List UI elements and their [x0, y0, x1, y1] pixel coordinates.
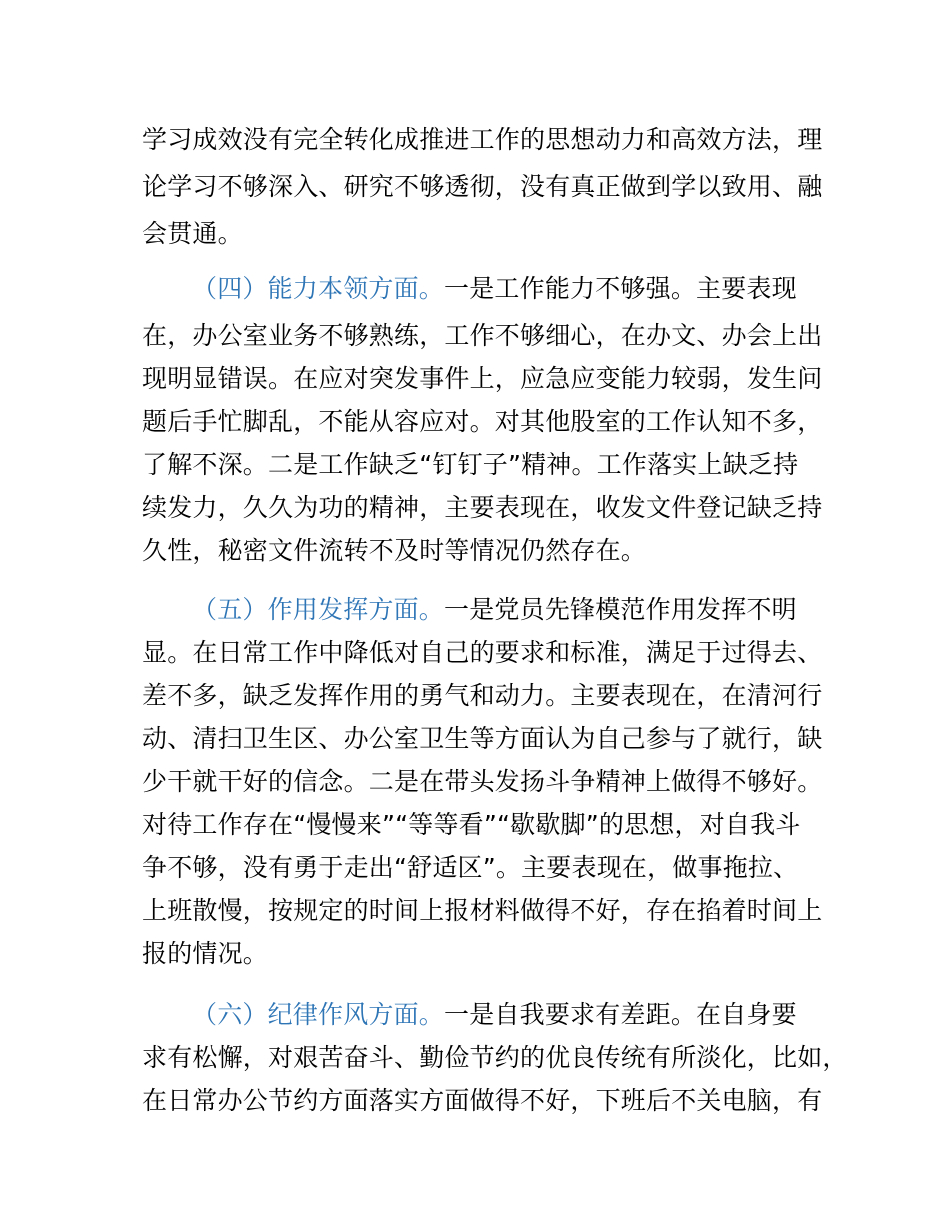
paragraph-line: 久性，秘密文件流转不及时等情况仍然存在。 — [142, 536, 647, 565]
section-6-heading: （六）纪律作风方面。 — [192, 1000, 445, 1029]
paragraph-line: 题后手忙脚乱，不能从容应对。对其他股室的工作认知不多， — [142, 407, 823, 436]
paragraph-line: 学习成效没有完全转化成推进工作的思想动力和高效方法，理 — [142, 125, 823, 154]
section-6-first-line — [192, 999, 797, 1031]
paragraph-line: 少干就干好的信念。二是在带头发扬斗争精神上做得不够好。 — [142, 767, 823, 796]
section-6-first-text: 一是自我要求有差距。在自身要 — [444, 1000, 797, 1029]
paragraph-line: 在日常办公节约方面落实方面做得不好，下班后不关电脑，有 — [142, 1086, 823, 1115]
paragraph-line: 论学习不够深入、研究不够透彻，没有真正做到学以致用、融 — [142, 172, 823, 201]
paragraph-line: 报的情况。 — [142, 939, 269, 968]
paragraph-line: 会贯通。 — [142, 219, 243, 248]
paragraph-line: 求有松懈，对艰苦奋斗、勤俭节约的优良传统有所淡化，比如， — [142, 1043, 848, 1072]
paragraph-line: 差不多，缺乏发挥作用的勇气和动力。主要表现在，在清河行 — [142, 681, 823, 710]
paragraph-line: 续发力，久久为功的精神，主要表现在，收发文件登记缺乏持 — [142, 493, 823, 522]
paragraph-line: 了解不深。二是工作缺乏“钉钉子”精神。工作落实上缺乏持 — [142, 450, 799, 479]
paragraph-line: 现明显错误。在应对突发事件上，应急应变能力较弱，发生问 — [142, 364, 823, 393]
section-5-first-text: 一是党员先锋模范作用发挥不明 — [444, 595, 797, 624]
paragraph-line: 在，办公室业务不够熟练，工作不够细心，在办文、办会上出 — [142, 321, 823, 350]
section-4-first-line — [192, 273, 797, 305]
paragraph-line: 显。在日常工作中降低对自己的要求和标准，满足于过得去、 — [142, 638, 823, 667]
paragraph-line: 对待工作存在“慢慢来”“等等看”“歇歇脚”的思想，对自我斗 — [142, 810, 801, 839]
section-5-heading: （五）作用发挥方面。 — [192, 595, 445, 624]
paragraph-line: 上班散慢，按规定的时间上报材料做得不好，存在掐着时间上 — [142, 896, 823, 925]
section-4-heading: （四）能力本领方面。 — [192, 274, 445, 303]
section-5-first-line — [192, 594, 797, 626]
paragraph-line: 动、清扫卫生区、办公室卫生等方面认为自己参与了就行，缺 — [142, 724, 823, 753]
paragraph-line: 争不够，没有勇于走出“舒适区”。主要表现在，做事拖拉、 — [142, 853, 799, 882]
section-4-first-text: 一是工作能力不够强。主要表现 — [444, 274, 797, 303]
